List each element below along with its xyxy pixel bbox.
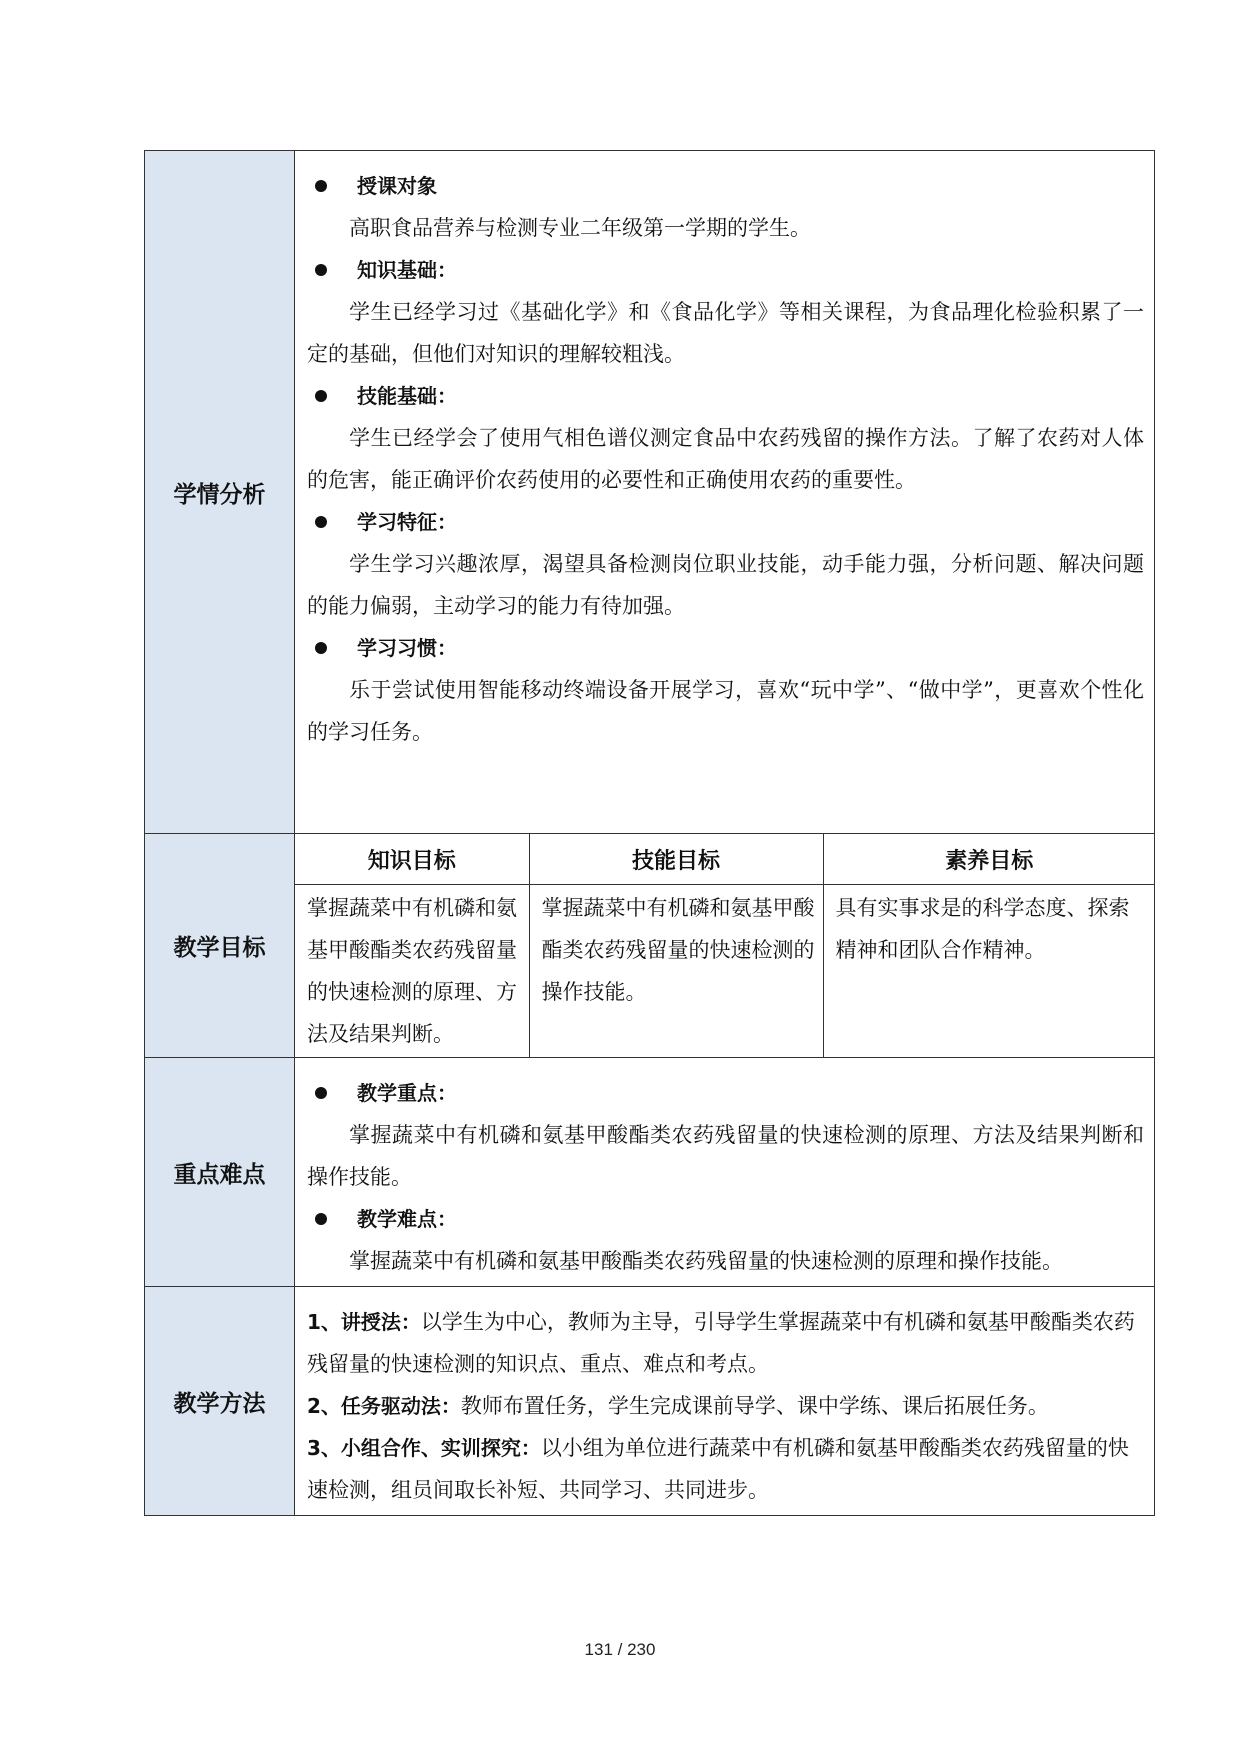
analysis-item-text: 学生已经学习过《基础化学》和《食品化学》等相关课程，为食品理化检验积累了一定的基础，但他们对知识的理解较粗浅。 [307,300,1144,366]
analysis-item-heading: 技能基础： [307,375,1144,417]
goal-cell-skill: 掌握蔬菜中有机磷和氨基甲酸酯类农药残留量的快速检测的操作技能。 [541,896,815,1004]
bullet-icon [315,390,327,402]
label-methods: 教学方法 [145,1287,295,1516]
row-keypoints [145,1058,1155,1287]
label-analysis: 学情分析 [145,151,295,834]
method-item: 1、讲授法：以学生为中心，教师为主导，引导学生掌握蔬菜中有机磷和氨基甲酸酯类农药残留量的快速检测的知识点、重点、难点和考点。 [307,1310,1135,1376]
keypoints-content [295,1058,1155,1287]
analysis-item-text: 高职食品营养与检测专业二年级第一学期的学生。 [349,216,811,240]
keypoint-heading: 教学难点： [307,1198,1144,1240]
row-methods [145,1287,1155,1516]
goal-header-knowledge: 知识目标 [295,834,529,885]
analysis-item-heading: 学习特征： [307,501,1144,543]
bullet-icon [315,180,327,192]
analysis-item-text: 乐于尝试使用智能移动终端设备开展学习，喜欢“玩中学”、“做中学”，更喜欢个性化的学习任务。 [307,678,1144,744]
method-item: 3、小组合作、实训探究：以小组为单位进行蔬菜中有机磷和氨基甲酸酯类农药残留量的快速检测，组员间取长补短、共同学习、共同进步。 [307,1436,1129,1502]
page-number: 131 / 230 [584,1640,656,1659]
goal-cell-literacy: 具有实事求是的科学态度、探索精神和团队合作精神。 [835,896,1130,962]
goal-header-skill: 技能目标 [529,834,823,885]
keypoint-heading: 教学重点： [307,1072,1144,1114]
bullet-icon [315,516,327,528]
methods-content [295,1287,1155,1516]
analysis-item-text: 学生学习兴趣浓厚，渴望具备检测岗位职业技能，动手能力强，分析问题、解决问题的能力偏弱，主动学习的能力有待加强。 [307,552,1144,618]
keypoint-text: 掌握蔬菜中有机磷和氨基甲酸酯类农药残留量的快速检测的原理、方法及结果判断和操作技能。 [307,1123,1144,1189]
lesson-plan-sheet [144,150,1154,1516]
analysis-item-text: 学生已经学会了使用气相色谱仪测定食品中农药残留的操作方法。了解了农药对人体的危害，能正确评价农药使用的必要性和正确使用农药的重要性。 [307,426,1144,492]
keypoint-text: 掌握蔬菜中有机磷和氨基甲酸酯类农药残留量的快速检测的原理和操作技能。 [349,1249,1063,1273]
goal-cell-knowledge: 掌握蔬菜中有机磷和氨基甲酸酯类农药残留量的快速检测的原理、方法及结果判断。 [307,896,517,1046]
lesson-plan-table [144,150,1155,1516]
method-item: 2、任务驱动法：教师布置任务，学生完成课前导学、课中学练、课后拓展任务。 [307,1394,1049,1418]
label-keypoints: 重点难点 [145,1058,295,1287]
bullet-icon [315,1087,327,1099]
analysis-item-heading: 授课对象 [307,165,1144,207]
analysis-item-heading: 学习习惯： [307,627,1144,669]
analysis-content [295,151,1155,834]
bullet-icon [315,1213,327,1225]
label-goals: 教学目标 [145,834,295,1058]
goals-content [295,834,1155,1058]
row-analysis [145,151,1155,834]
goals-table [295,834,1155,1057]
bullet-icon [315,642,327,654]
row-goals [145,834,1155,1058]
goal-header-literacy: 素养目标 [823,834,1155,885]
bullet-icon [315,264,327,276]
analysis-item-heading: 知识基础： [307,249,1144,291]
